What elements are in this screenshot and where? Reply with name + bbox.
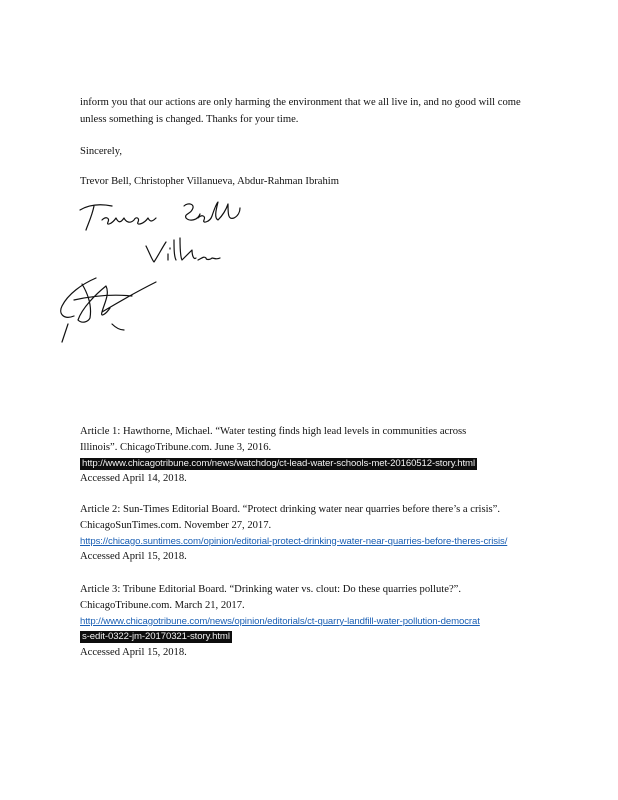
article-3-url-part2[interactable]: s-edit-0322-jm-20170321-story.html: [82, 631, 230, 643]
citation-accessed: Accessed April 14, 2018.: [80, 473, 187, 485]
citation-line: Article 3: Tribune Editorial Board. “Drinking water vs. clout: Do these quarries pollute?”.: [80, 584, 461, 595]
article-3-url-part1[interactable]: http://www.chicagotribune.com/news/opinion/editorials/ct-quarry-landfill-water-pollution-democrat: [80, 615, 480, 627]
article-citation-2: [80, 502, 550, 565]
citation-source-line: ChicagoTribune.com. March 21, 2017.: [80, 599, 245, 611]
citation-line: Article 1: Hawthorne, Michael. “Water testing finds high lead levels in communities across: [80, 426, 467, 437]
closing-paragraph: inform you that our actions are only harming the environment that we all live in, and no good will come unless something is changed. Thanks for your time.: [80, 97, 521, 125]
citation-source-line: Illinois”. ChicagoTribune.com. June 3, 2016.: [80, 441, 272, 453]
author-names: Trevor Bell, Christopher Villanueva, Abdur-Rahman Ibrahim: [80, 176, 339, 187]
article-2-url[interactable]: https://chicago.suntimes.com/opinion/editorial-protect-drinking-water-near-quarries-before-theres-crisis/: [80, 535, 508, 547]
article-citation-1: [80, 424, 550, 487]
citation-source-line: ChicagoSunTimes.com. November 27, 2017.: [80, 519, 272, 531]
signature-trevor-bell: [72, 196, 252, 236]
citation-line: Article 2: Sun-Times Editorial Board. “Protect drinking water near quarries before there’s a crisis”.: [80, 504, 500, 515]
signature-abdur-rahman-ibrahim: [52, 264, 172, 348]
citation-accessed: Accessed April 15, 2018.: [80, 647, 187, 659]
article-1-url[interactable]: http://www.chicagotribune.com/news/watchdog/ct-lead-water-schools-met-20160512-story.html: [82, 457, 475, 469]
salutation: Sincerely,: [80, 146, 122, 157]
article-citation-3: [80, 582, 550, 661]
citation-accessed: Accessed April 15, 2018.: [80, 551, 187, 563]
